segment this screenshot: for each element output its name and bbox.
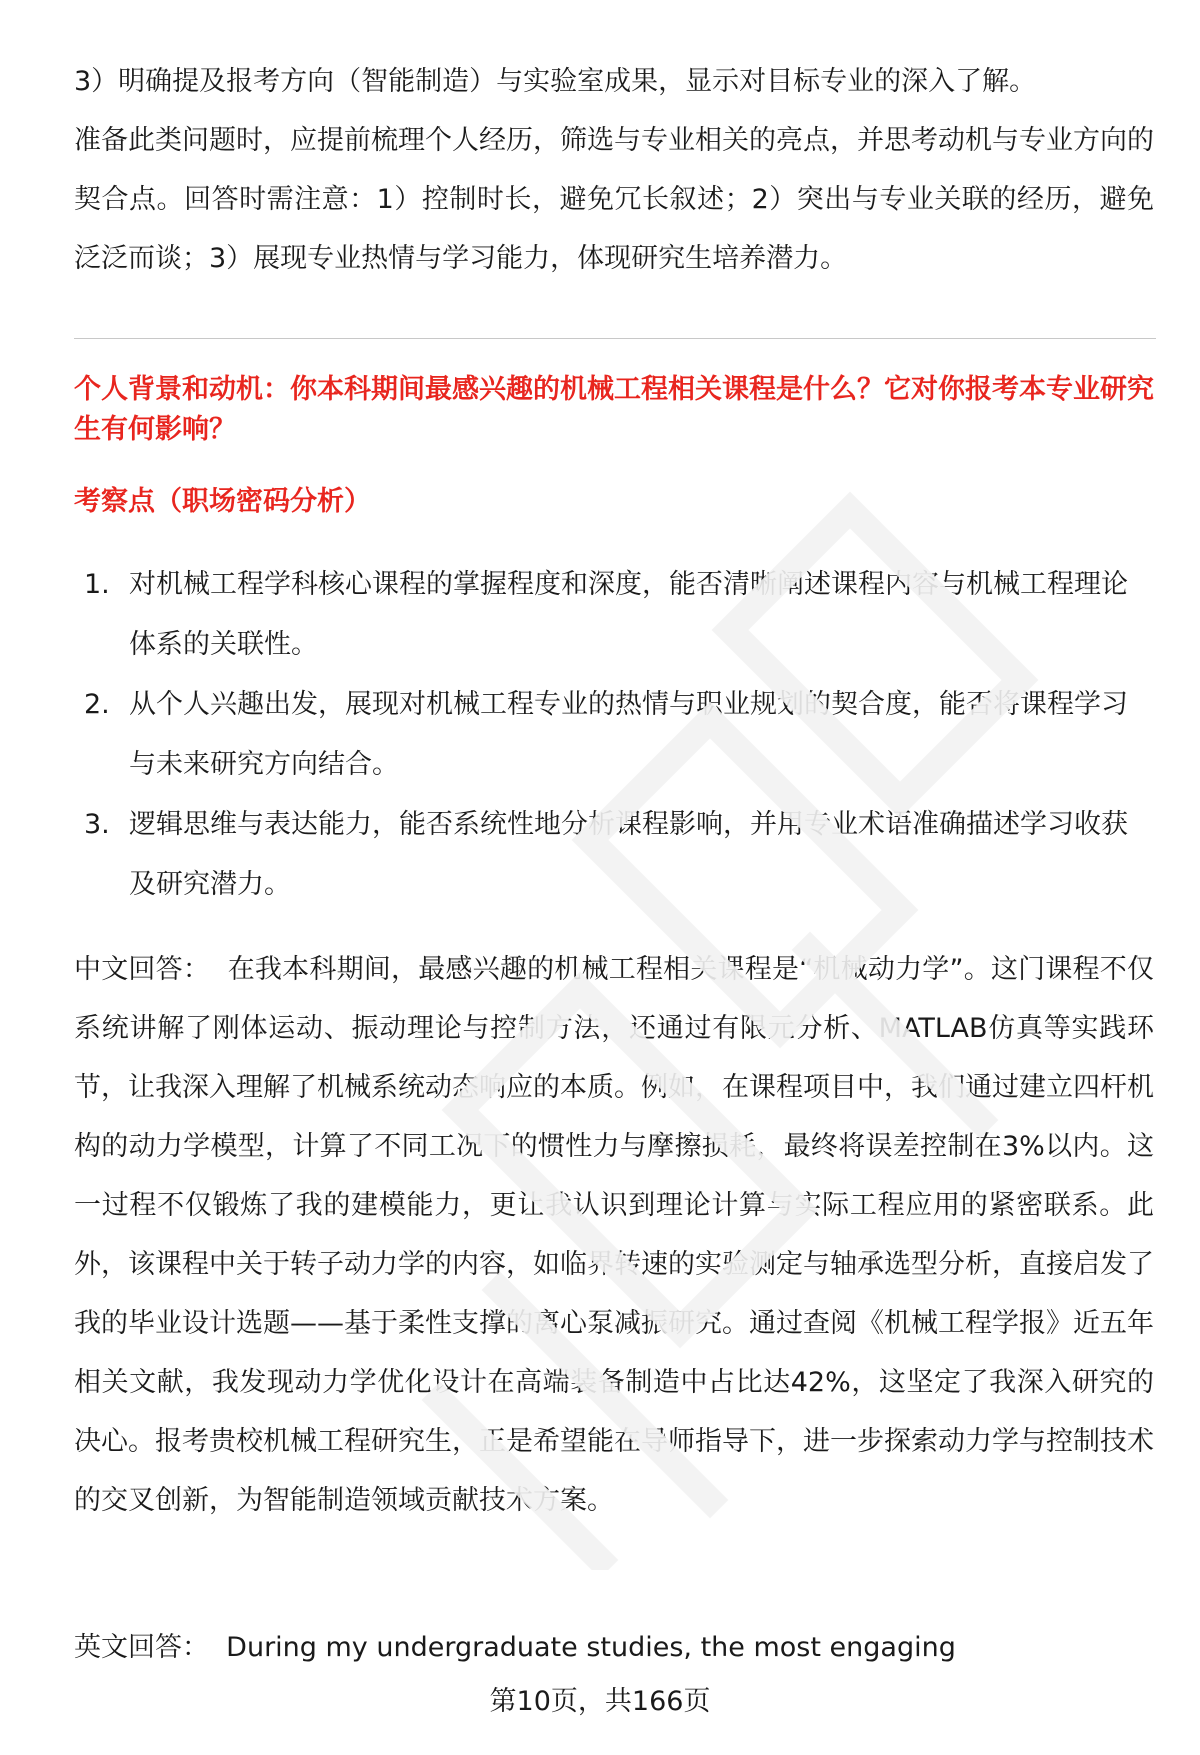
english-answer-text: During my undergraduate studies, the most engaging <box>226 1632 956 1663</box>
section-label: 考察点（职场密码分析） <box>74 486 371 517</box>
english-answer <box>74 1628 1154 1668</box>
list-item-number: 2. <box>84 689 110 720</box>
intro-paragraph: 准备此类问题时，应提前梳理个人经历，筛选与专业相关的亮点，并思考动机与专业方向的契合点。回答时需注意：1）控制时长，避免冗长叙述；2）突出与专业关联的经历，避免泛泛而谈；3）展现专业热情与学习能力，体现研究生培养潜力。 <box>74 125 1154 274</box>
intro-line: 3）明确提及报考方向（智能制造）与实验室成果，显示对目标专业的深入了解。 <box>74 66 1037 97</box>
list-item-text: 逻辑思维与表达能力，能否系统性地分析课程影响，并用专业术语准确描述学习收获及研究潜力。 <box>129 809 1128 900</box>
list-item-number: 1. <box>84 569 110 600</box>
section-divider <box>74 338 1156 339</box>
list-item <box>84 555 1154 675</box>
list-item-text: 对机械工程学科核心课程的掌握程度和深度，能否清晰阐述课程内容与机械工程理论体系的关联性。 <box>129 569 1128 660</box>
list-item-number: 3. <box>84 809 110 840</box>
english-answer-label: 英文回答： <box>74 1632 209 1663</box>
assessment-points-list <box>84 555 1154 915</box>
chinese-answer-text: 在我本科期间，最感兴趣的机械工程相关课程是“机械动力学”。这门课程不仅系统讲解了刚体运动、振动理论与控制方法，还通过有限元分析、MATLAB仿真等实践环节，让我深入理解了机械系统动态响应的本质。例如，在课程项目中，我们通过建立四杆机构的动力学模型，计算了不同工况下的惯性力与摩擦损耗，最终将误差控制在3%以内。这一过程不仅锻炼了我的建模能力，更让我认识到理论计算与实际工程应用的紧密联系。此外，该课程中关于转子动力学的内容，如临界转速的实验测定与轴承选型分析，直接启发了我的毕业设计选题——基于柔性支撑的离心泵减振研究。通过查阅《机械工程学报》近五年相关文献，我发现动力学优化设计在高端装备制造中占比达42%，这坚定了我深入研究的决心。报考贵校机械工程研究生，正是希望能在导师指导下，进一步探索动力学与控制技术的交叉创新，为智能制造领域贡献技术方案。 <box>74 954 1155 1516</box>
list-item <box>84 675 1154 795</box>
chinese-answer-label: 中文回答： <box>74 954 211 985</box>
list-item-text: 从个人兴趣出发，展现对机械工程专业的热情与职业规划的契合度，能否将课程学习与未来研究方向结合。 <box>129 689 1128 780</box>
page-footer: 第10页，共166页 <box>489 1686 711 1717</box>
question-heading: 个人背景和动机：你本科期间最感兴趣的机械工程相关课程是什么？它对你报考本专业研究生有何影响？ <box>74 374 1154 445</box>
chinese-answer <box>74 940 1154 1530</box>
list-item <box>84 795 1154 915</box>
document-page <box>74 0 1154 1755</box>
intro-section <box>74 52 1154 288</box>
